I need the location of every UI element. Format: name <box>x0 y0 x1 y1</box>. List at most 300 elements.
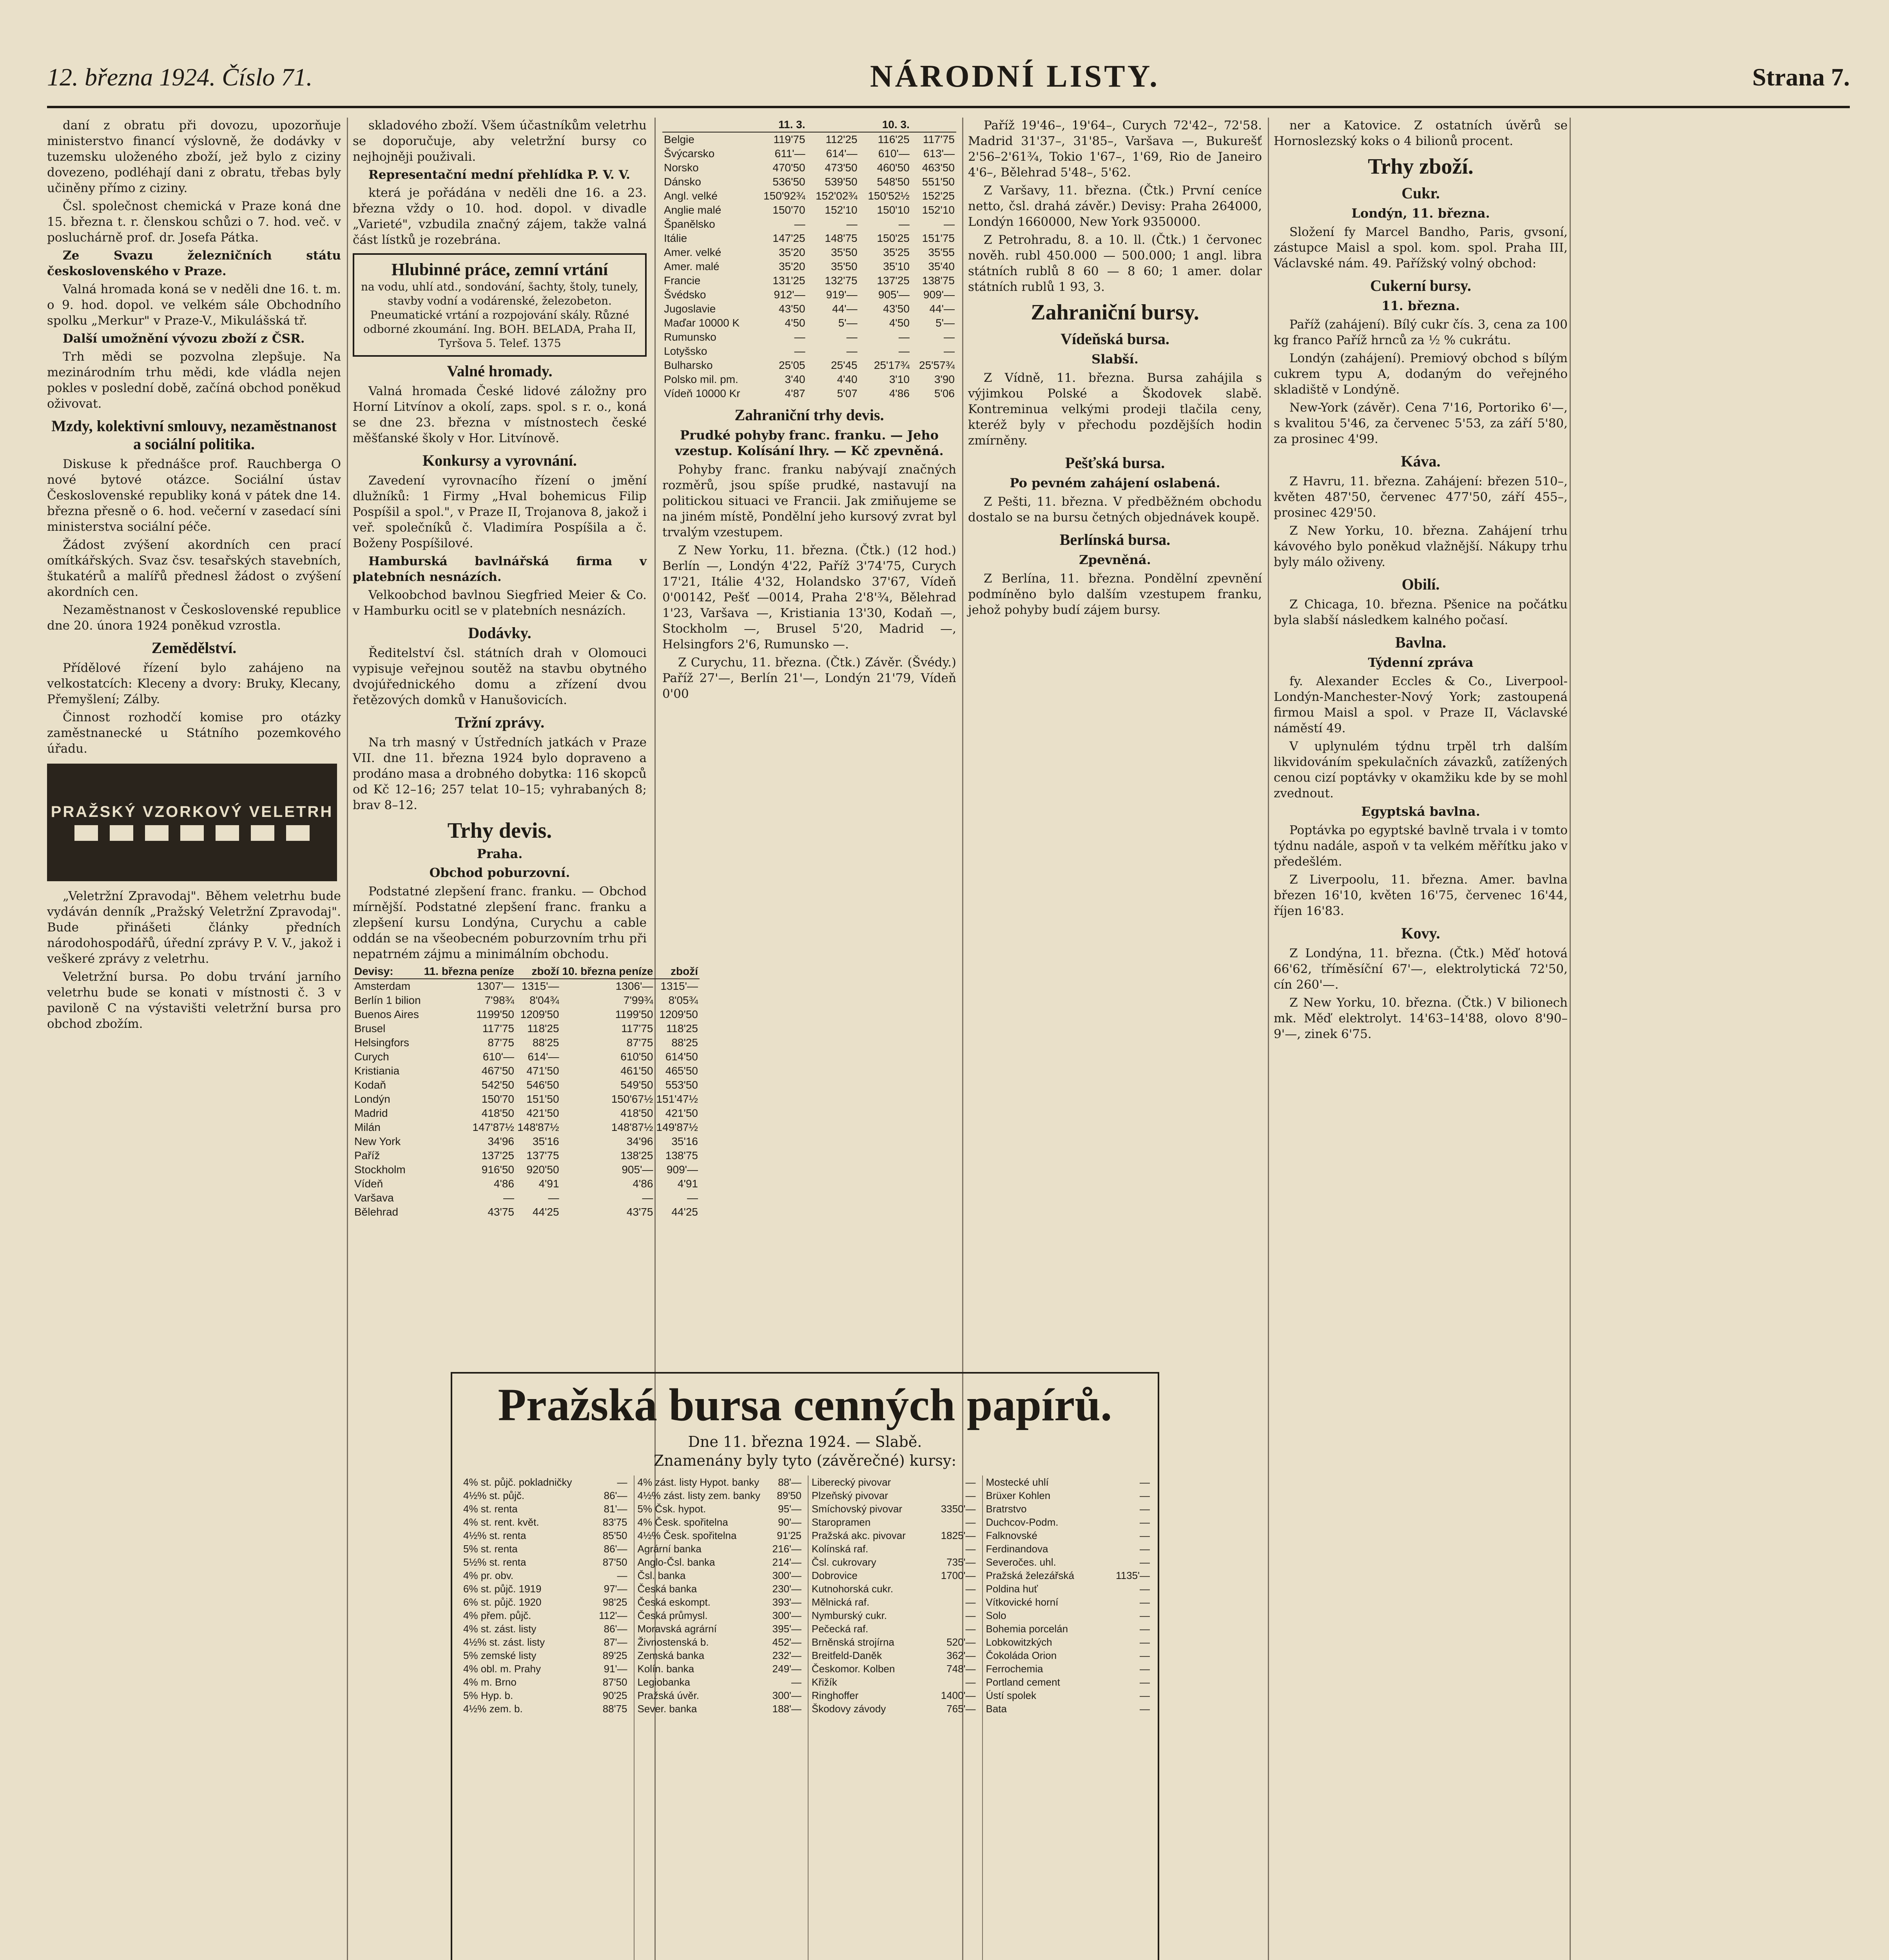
security-price: — <box>791 1676 801 1688</box>
security-name: Kolínská raf. <box>812 1543 868 1555</box>
quote-row <box>638 1555 802 1569</box>
table-cell: Berlín 1 bilion <box>354 994 421 1006</box>
table-cell: — <box>898 331 910 343</box>
table-cell: 35'25 <box>883 246 910 258</box>
table-row <box>662 387 956 401</box>
table-cell: Helsingfors <box>354 1036 410 1049</box>
security-price: 300'— <box>772 1690 801 1701</box>
quote-row <box>812 1475 976 1489</box>
table-cell: Londýn <box>354 1093 390 1105</box>
article-text: ner a Katovice. Z ostatních úvěrů se Hornoslezský koks o 4 bilionů procent. <box>1274 118 1568 148</box>
table-cell: 905'— <box>878 289 910 301</box>
table-cell: 4'87 <box>785 387 805 399</box>
article-heading: Další umožnění vývozu zboží z ČSR. <box>63 332 305 346</box>
quote-row <box>638 1569 802 1582</box>
article-text: Na trh masný v Ústředních jatkách v Praze VII. dne 11. března 1924 bylo dopraveno a prodáno masa a drobného dobytka: 116 skopců od Kč 12–16; 257 telat 10–15; vyhrabaných 8; brav 8–12. <box>353 735 647 812</box>
quote-row <box>463 1529 627 1542</box>
security-name: 4½% zem. b. <box>463 1703 523 1715</box>
article-text: skladového zboží. Všem účastníkům veletrhu se doporučuje, aby veletržní bursy co nejhojněji použivali. <box>353 118 647 164</box>
column-rule <box>1268 118 1269 1960</box>
section-subheading: Londýn, 11. března. <box>1351 206 1490 221</box>
quote-row <box>986 1569 1150 1582</box>
quote-row <box>463 1635 627 1649</box>
quote-row <box>463 1662 627 1675</box>
section-heading: Pešťská bursa. <box>1065 454 1165 472</box>
quote-row <box>638 1635 802 1649</box>
table-row <box>662 132 956 147</box>
quote-row <box>986 1609 1150 1622</box>
section-heading: Káva. <box>1401 452 1441 470</box>
table-cell: 118'25 <box>666 1022 698 1034</box>
table-row <box>353 1022 700 1036</box>
bursa-title: Pražská bursa cenných papírů. <box>498 1379 1112 1430</box>
security-price: — <box>1140 1583 1150 1595</box>
quote-row <box>638 1595 802 1609</box>
security-price: 88'— <box>778 1476 801 1488</box>
article-text: Podstatné zlepšení franc. franku. — Obchod mírnější. Podstatné zlepšení franc. franku a zlepšení kursu Londýna, Curychu a cable oddán se na všeobecném poburzovním trhu při nepatrném zájmu a minimálním obchodu. <box>353 884 647 961</box>
table-cell: 421'50 <box>665 1107 698 1119</box>
quote-row <box>986 1555 1150 1569</box>
quote-row <box>986 1675 1150 1689</box>
table-cell: 35'16 <box>532 1135 559 1147</box>
table-header-cell: 11. března peníze <box>422 964 516 979</box>
quote-row <box>463 1582 627 1595</box>
quote-row <box>986 1649 1150 1662</box>
table-row <box>662 316 956 330</box>
section-heading: Cukerní bursy. <box>1370 277 1471 294</box>
article-text: Nezaměstnanost v Československé republice dne 20. února 1924 poněkud vzrostla. <box>47 603 341 633</box>
article-text: Zavedení vyrovnacího řízení o jmění dlužníků: 1 Firmy „Hval bohemicus Filip Pospíšil a spol.", v Praze II, Trojanova 8, jakož i veř. společníků č. Vladimíra Pospíšila a č. Boženy Pospíšilové. <box>353 474 647 550</box>
article-text: Z New Yorku, 11. března. (Čtk.) (12 hod.) Berlín —, Londýn 4'22, Paříž 3'74'75, Curych 17'21, Itálie 4'32, Holandsko 37'67, Vídeň 0'00142, Pešť —0014, Praha 2'8'¾, Bělehrad 1'23, Varšava —, Kristiania 13'30, Kodaň —, Stockholm —, Brusel 5'20, Madrid —, Helsingfors 2'6, Rumunsko —. <box>662 543 956 652</box>
table-cell: — <box>503 1192 514 1204</box>
table-row <box>353 1205 700 1219</box>
table-row <box>662 358 956 372</box>
security-price: 90'25 <box>602 1690 627 1701</box>
security-name: Duchcov-Podm. <box>986 1516 1059 1528</box>
table-cell: Dánsko <box>664 176 701 188</box>
table-cell: Kristiania <box>354 1065 400 1077</box>
security-name: Ferdinandova <box>986 1543 1048 1555</box>
table-cell: 912'— <box>774 289 805 301</box>
quote-row <box>638 1649 802 1662</box>
security-price: — <box>1140 1543 1150 1555</box>
table-row <box>662 260 956 274</box>
table-row <box>353 1163 700 1177</box>
section-heading: Valné hromady. <box>447 362 553 380</box>
table-cell: 138'75 <box>665 1149 698 1161</box>
security-price: 1135'— <box>1116 1570 1150 1581</box>
security-price: 735'— <box>946 1556 976 1568</box>
table-cell: 148'87½ <box>611 1121 653 1133</box>
table-cell: Španělsko <box>664 218 715 230</box>
table-cell: 5'07 <box>837 387 857 399</box>
security-price: — <box>1140 1610 1150 1621</box>
table-cell: Rumunsko <box>664 331 716 343</box>
section-heading: Mzdy, kolektivní smlouvy, nezaměstnanost a sociální politika. <box>51 417 337 453</box>
table-cell: 150'10 <box>877 204 910 216</box>
bursa-note: Znamenány byly tyto (závěrečné) kursy: <box>653 1452 957 1469</box>
article-text: Trh mědi se pozvolna zlepšuje. Na mezinárodním trhu mědi, kde vládla nejen pokles v poslední době, začíná obchod poněkud oživovat. <box>47 350 341 411</box>
table-row <box>353 979 700 993</box>
security-name: 4½% st. půjč. <box>463 1490 525 1501</box>
table-cell: 118'25 <box>527 1022 559 1034</box>
section-subheading: Praha. <box>477 846 523 861</box>
security-name: Agrární banka <box>637 1543 702 1555</box>
security-price: 87'50 <box>602 1676 627 1688</box>
page-header <box>47 59 1850 108</box>
table-cell: 1209'50 <box>659 1008 698 1020</box>
quote-row <box>638 1689 802 1702</box>
table-cell: 916'50 <box>481 1163 514 1176</box>
security-name: Škodovy závody <box>812 1703 886 1715</box>
table-cell: Belgie <box>664 133 694 145</box>
security-price: 91'25 <box>777 1530 801 1541</box>
security-name: Čsl. cukrovary <box>812 1556 876 1568</box>
table-cell: 117'75 <box>621 1022 653 1034</box>
security-price: 1400'— <box>941 1690 976 1701</box>
table-cell: 546'50 <box>526 1079 559 1091</box>
quote-row <box>463 1622 627 1635</box>
security-price: — <box>965 1516 976 1528</box>
security-price: — <box>1140 1690 1150 1701</box>
table-cell: 35'10 <box>883 260 910 272</box>
quote-row <box>812 1689 976 1702</box>
table-cell: Brusel <box>354 1022 386 1034</box>
ad-title: Hlubinné práce, zemní vrtání <box>391 260 608 279</box>
quote-row <box>463 1489 627 1502</box>
table-cell: 147'25 <box>772 232 805 244</box>
table-cell: 44'— <box>832 303 857 315</box>
security-price: 89'25 <box>602 1650 627 1661</box>
article-text: Velkoobchod bavlnou Siegfried Meier & Co. v Hamburku ocitl se v platebních nesnázích. <box>353 588 647 618</box>
banknote-rates-table <box>662 118 956 401</box>
table-cell: 4'50 <box>785 317 805 329</box>
security-name: Živnostenská b. <box>637 1636 709 1648</box>
security-name: Pražská úvěr. <box>637 1690 700 1701</box>
security-price: 86'— <box>604 1623 627 1635</box>
table-row <box>353 1036 700 1050</box>
table-cell: 909'— <box>923 289 955 301</box>
table-cell: 150'92¾ <box>763 190 805 202</box>
security-name: 5% Hyp. b. <box>463 1690 513 1701</box>
table-cell: 35'20 <box>778 260 805 272</box>
table-cell: 88'25 <box>671 1036 698 1049</box>
table-cell: — <box>846 331 857 343</box>
security-price: 90'— <box>778 1516 801 1528</box>
table-header-cell: 10. března peníze <box>561 964 655 979</box>
security-name: Česká eskompt. <box>637 1596 711 1608</box>
table-cell: — <box>794 331 805 343</box>
table-cell: Polsko mil. pm. <box>664 373 738 385</box>
table-cell: 3'90 <box>934 373 955 385</box>
table-cell: 152'25 <box>922 190 955 202</box>
security-name: 4% st. půjč. pokladničky <box>463 1476 572 1488</box>
quote-row <box>812 1529 976 1542</box>
quote-row <box>463 1555 627 1569</box>
table-cell: 25'45 <box>831 359 857 371</box>
table-cell: Francie <box>664 274 701 287</box>
quote-row <box>986 1529 1150 1542</box>
table-row <box>353 1078 700 1092</box>
section-heading: Dodávky. <box>468 624 531 642</box>
table-cell: 5'— <box>838 317 857 329</box>
security-price: 232'— <box>772 1650 801 1661</box>
security-price: 91'— <box>604 1663 627 1675</box>
table-header-cell: zboží <box>516 964 561 979</box>
table-cell: 536'50 <box>772 176 805 188</box>
security-name: Česká průmysl. <box>637 1610 708 1621</box>
table-row <box>662 344 956 358</box>
section-subheading: Zpevněná. <box>1079 552 1151 567</box>
article-text: Z New Yorku, 10. března. Zahájení trhu kávového bylo poněkud vlažnější. Nákupy trhu byly málo oživeny. <box>1274 524 1568 569</box>
security-name: Pražská akc. pivovar <box>812 1530 906 1541</box>
security-price: 216'— <box>772 1543 801 1555</box>
table-header-row <box>662 118 956 132</box>
security-price: — <box>1140 1703 1150 1715</box>
table-header-cell <box>911 118 956 132</box>
quote-row <box>638 1622 802 1635</box>
quote-row <box>986 1489 1150 1502</box>
security-price: 214'— <box>772 1556 801 1568</box>
table-cell: 147'87½ <box>472 1121 514 1133</box>
security-price: — <box>965 1476 976 1488</box>
quote-row <box>463 1569 627 1582</box>
security-name: Smíchovský pivovar <box>812 1503 903 1515</box>
security-name: 4% st. rent. květ. <box>463 1516 539 1528</box>
security-name: 4% pr. obv. <box>463 1570 514 1581</box>
table-cell: 35'16 <box>671 1135 698 1147</box>
table-cell: 1209'50 <box>520 1008 559 1020</box>
security-name: Mělnická raf. <box>812 1596 870 1608</box>
security-price: — <box>1140 1516 1150 1528</box>
article-text: Valná hromada České lidové záložny pro Horní Litvínov a okolí, zaps. spol. s r. o., koná se dne 23. března v místnostech české měšťanské školy v Hor. Litvínově. <box>353 384 647 445</box>
table-cell: 473'50 <box>825 162 857 174</box>
security-name: 4% přem. půjč. <box>463 1610 531 1621</box>
section-heading: Zemědělství. <box>151 639 237 657</box>
article-text: Paříž (zahájení). Bílý cukr čís. 3, cena za 100 kg franco Paříž hrnců za ½ % cukrátu. <box>1274 318 1568 347</box>
table-cell: — <box>794 345 805 357</box>
ad-text: na vodu, uhlí atd., sondování, šachty, štoly, tunely, stavby vodní a vodárenské, železobeton. Pneumatické vrtání a rozpojování skály. Různé odborné zkoumání. Ing. BOH. BELADA, Praha II, Tyršova 5. Telef. 1375 <box>361 280 638 350</box>
table-row <box>662 203 956 217</box>
table-cell: 43'75 <box>626 1206 653 1218</box>
table-row <box>662 161 956 175</box>
table-row <box>662 217 956 231</box>
table-cell: 151'50 <box>526 1093 559 1105</box>
security-name: Českomor. Kolben <box>812 1663 895 1675</box>
table-cell: 44'— <box>929 303 955 315</box>
quote-row <box>812 1622 976 1635</box>
table-cell: New York <box>354 1135 401 1147</box>
table-cell: 610'— <box>482 1051 514 1063</box>
quote-row <box>463 1502 627 1515</box>
security-price: 97'— <box>604 1583 627 1595</box>
article-text: Složení fy Marcel Bandho, Paris, gvsoní, zástupce Maisl a spol. kom. spol. Praha III, Václavské nám. 49. Pařížský volný obchod: <box>1274 225 1568 270</box>
article-text: daní z obratu při dovozu, upozorňuje ministerstvo financí výslovně, že dodávky v tuzemsku uloženého zboží, jež bylo z ciziny dovezeno, podléhají dani z obratu, třebas byly učiněny přímo z ciziny. <box>47 118 341 195</box>
article-text: Ředitelství čsl. státních drah v Olomouci vypisuje veřejnou soutěž na stavbu obytného dvojúřednického domu a zřízení dvou řetězových domků v Hanušovicích. <box>353 646 647 707</box>
security-name: 4½% Česk. spořitelna <box>637 1530 737 1541</box>
security-name: Moravská agrární <box>637 1623 717 1635</box>
security-name: Ústí spolek <box>986 1690 1037 1701</box>
issue-date: 12. března 1924. Číslo 71. <box>47 63 313 91</box>
table-cell: 87'75 <box>488 1036 514 1049</box>
table-cell: 5'06 <box>934 387 955 399</box>
security-price: 89'50 <box>777 1490 801 1501</box>
security-price: — <box>617 1570 627 1581</box>
table-cell: 8'05¾ <box>668 994 698 1006</box>
table-cell: 461'50 <box>620 1065 653 1077</box>
table-cell: 119'75 <box>773 133 805 145</box>
table-cell: Anglie malé <box>664 204 722 216</box>
table-cell: 132'75 <box>825 274 857 287</box>
quote-row <box>638 1502 802 1515</box>
page-number: Strana 7. <box>1752 63 1850 91</box>
section-heading: Trhy devis. <box>447 818 552 843</box>
quote-row <box>986 1595 1150 1609</box>
security-price: — <box>965 1543 976 1555</box>
security-name: Solo <box>986 1610 1006 1621</box>
article-heading: Ze Svazu železničních státu československého v Praze. <box>47 249 341 278</box>
table-header-cell: 11. 3. <box>754 118 807 132</box>
article-text: Valná hromada koná se v neděli dne 16. t. m. o 9. hod. dopol. ve velkém sále Obchodního spolku „Merkur" v Praze-V., Mikulášská tř. <box>47 282 341 328</box>
table-cell: 43'50 <box>883 303 910 315</box>
security-price: — <box>965 1610 976 1621</box>
table-cell: Vídeň <box>354 1178 383 1190</box>
security-name: Čsl. banka <box>637 1570 686 1581</box>
section-subheading: Obchod poburzovní. <box>429 865 570 880</box>
table-cell: 150'70 <box>481 1093 514 1105</box>
table-cell: 4'86 <box>493 1178 514 1190</box>
table-cell: Stockholm <box>354 1163 406 1176</box>
table-cell: Amer. velké <box>664 246 722 258</box>
table-cell: 148'87½ <box>517 1121 559 1133</box>
quote-row <box>638 1702 802 1715</box>
table-cell: 43'50 <box>778 303 805 315</box>
quote-row <box>812 1675 976 1689</box>
section-subheading: 11. března. <box>1381 298 1460 313</box>
table-cell: — <box>794 218 805 230</box>
table-row <box>353 1092 700 1106</box>
security-name: Dobrovice <box>812 1570 858 1581</box>
security-name: 4½% zást. listy zem. banky <box>637 1490 761 1501</box>
table-cell: 610'— <box>878 147 910 160</box>
quote-row <box>463 1689 627 1702</box>
bursa-date: Dne 11. března 1924. — Slabě. <box>688 1433 922 1450</box>
table-cell: 5'— <box>935 317 955 329</box>
security-price: 249'— <box>772 1663 801 1675</box>
table-cell: 137'25 <box>481 1149 514 1161</box>
section-heading: Obilí. <box>1401 575 1440 593</box>
quote-row <box>812 1702 976 1715</box>
table-cell: Vídeň 10000 Kr <box>664 387 740 399</box>
table-cell: Norsko <box>664 162 699 174</box>
article-text: Činnost rozhodčí komise pro otázky zaměstnanecké u Státního pozemkového úřadu. <box>47 710 341 756</box>
quote-row <box>812 1515 976 1529</box>
quote-row <box>986 1502 1150 1515</box>
table-row <box>662 274 956 288</box>
table-cell: 1307'— <box>477 980 514 992</box>
security-price: — <box>1140 1556 1150 1568</box>
table-cell: Itálie <box>664 232 687 244</box>
security-name: 6% st. půjč. 1920 <box>463 1596 542 1608</box>
table-cell: 34'96 <box>626 1135 653 1147</box>
table-cell: 4'91 <box>677 1178 698 1190</box>
table-cell: 542'50 <box>481 1079 514 1091</box>
table-cell: 137'25 <box>877 274 910 287</box>
security-price: — <box>1140 1650 1150 1661</box>
security-name: Poldina huť <box>986 1583 1038 1595</box>
table-row <box>662 302 956 316</box>
article-text: Z Varšavy, 11. března. (Čtk.) První ceníce netto, čsl. drahá závěr.) Devisy: Praha 264000, Londýn 1660000, New York 9350000. <box>968 183 1262 229</box>
security-price: — <box>965 1490 976 1501</box>
security-price: 1825'— <box>941 1530 976 1541</box>
bursa-column <box>808 1475 976 1960</box>
column-1 <box>47 118 341 1960</box>
table-cell: Bělehrad <box>354 1206 399 1218</box>
quote-row <box>463 1702 627 1715</box>
table-cell: 613'— <box>923 147 955 160</box>
quote-row <box>986 1662 1150 1675</box>
column-5 <box>1274 118 1568 1960</box>
section-subheading: Prudké pohyby franc. franku. — Jeho vzestup. Kolísání lhry. — Kč zpevněná. <box>675 428 944 458</box>
table-cell: 548'50 <box>877 176 910 188</box>
prague-stock-exchange-box <box>451 1372 1159 1960</box>
article-text: Z New Yorku, 10. března. (Čtk.) V bilionech mk. Měď elektrolyt. 14'63–14'88, olovo 8'90–9'—, zinek 6'75. <box>1274 996 1568 1041</box>
table-cell: — <box>846 345 857 357</box>
article-text: Diskuse k přednášce prof. Rauchberga O nové bytové otázce. Sociální ústav Československé republiky koná v pátek dne 14. března přesně o 6. hod. večerní v zasedací síni ministerstva sociální péče. <box>47 457 341 534</box>
table-cell: 35'50 <box>831 246 857 258</box>
table-cell: 905'— <box>622 1163 653 1176</box>
table-cell: 4'86 <box>889 387 910 399</box>
security-name: Portland cement <box>986 1676 1060 1688</box>
security-name: 6% st. půjč. 1919 <box>463 1583 542 1595</box>
table-cell: 34'96 <box>488 1135 514 1147</box>
table-cell: 471'50 <box>526 1065 559 1077</box>
table-row <box>353 1134 700 1149</box>
table-row <box>353 1120 700 1134</box>
table-cell: 551'50 <box>922 176 955 188</box>
bursa-column <box>460 1475 627 1960</box>
table-cell: — <box>898 218 910 230</box>
quote-row <box>463 1675 627 1689</box>
table-row <box>353 1064 700 1078</box>
security-name: Bohemia porcelán <box>986 1623 1068 1635</box>
table-cell: 112'25 <box>825 133 857 145</box>
quote-row <box>638 1609 802 1622</box>
table-cell: 152'02¾ <box>816 190 857 202</box>
table-cell: 151'47½ <box>656 1093 698 1105</box>
table-cell: 611'— <box>774 147 805 160</box>
security-price: 765'— <box>946 1703 976 1715</box>
masthead: NÁRODNÍ LISTY. <box>870 59 1160 94</box>
bursa-column <box>982 1475 1150 1960</box>
article-text: Z Berlína, 11. března. Pondělní zpevnění podmíněno bylo dalším vzestupem franku, jehož pohyby budí zájem bursy. <box>968 572 1262 617</box>
section-heading: Konkursy a vyrovnání. <box>422 452 577 469</box>
table-cell: 614'— <box>826 147 857 160</box>
table-row <box>353 1149 700 1163</box>
section-heading: Zahraniční trhy devis. <box>734 406 884 424</box>
section-heading: Tržní zprávy. <box>455 713 545 731</box>
security-price: 188'— <box>772 1703 801 1715</box>
quote-row <box>812 1595 976 1609</box>
security-price: 95'— <box>778 1503 801 1515</box>
quote-row <box>986 1582 1150 1595</box>
security-price: 393'— <box>772 1596 801 1608</box>
table-row <box>662 189 956 203</box>
security-name: Nymburský cukr. <box>812 1610 887 1621</box>
table-cell: 610'50 <box>620 1051 653 1063</box>
security-name: Česká banka <box>637 1583 697 1595</box>
quote-row <box>463 1475 627 1489</box>
